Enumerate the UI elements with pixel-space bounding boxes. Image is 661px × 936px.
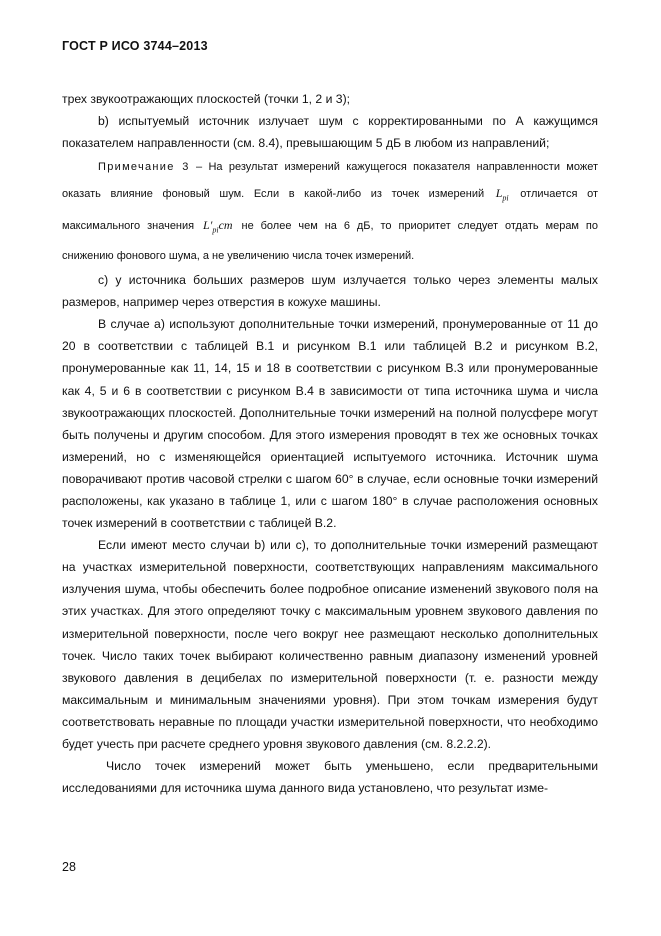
paragraph-item-b: b) испытуемый источник излучает шум с корректированными по А кажущимся показателем направленности (см. 8.4), превышающим 5 дБ в любом из направлений; (62, 114, 598, 151)
standard-header: ГОСТ Р ИСО 3744–2013 (62, 39, 208, 53)
paragraph-reduction: Число точек измерений может быть уменьшено, если предварительными исследованиями для источника шума данного вида установлено, что результат изме- (62, 759, 598, 796)
note-text-1: – На результат измерений кажущегося показателя направленности может оказать влияние фоновый шум. Если в какой-либо из точек измерений (62, 161, 598, 201)
paragraph-continuation: трех звукоотражающих плоскостей (точки 1, 2 и 3); (62, 92, 351, 106)
paragraph-item-c: c) у источника больших размеров шум излучается только через элементы малых размеров, например через отверстия в кожухе машины. (62, 273, 598, 310)
paragraph-case-a: В случае а) используют дополнительные точки измерений, пронумерованные от 11 до 20 в соответствии с таблицей В.1 и рисунком В.1 или таблицей В.2 и рисунком В.2, пронумерованные как 11, 14, 15 и 18 в соответствии с рисунком В.3 или пронумерованные как 4, 5 и 6 в соответствии с рисунком В.4 в зависимости от типа источника шума и числа звукоотражающих плоскостей. Дополнительные точки измерений на полной полусфере могут быть получены и другим способом. Для этого измерения проводят в тех же основных точках измерений, но с изменяющейся ориентацией испытуемого источника. Источник шума поворачивают против часовой стрелки с шагом 60° в случае, если основные точки измерений расположены, как указано в таблице 1, или с шагом 180° в случае расположения основных точек измерений в соответствии с таблицей В.2. (62, 317, 598, 531)
note-3 (62, 154, 598, 269)
paragraph-cases-b-c: Если имеют место случаи b) или с), то дополнительные точки измерений размещают на участках измерительной поверхности, соответствующих направлениям максимального излучения шума, чтобы обеспечить более подробное описание изменений звукового поля на этих участках. Для этого определяют точку с максимальным уровнем звукового давления по измерительной поверхности, после чего вокруг нее размещают несколько дополнительных точек. Число таких точек выбирают количественно равным диапазону изменений уровней звукового давления в децибелах по измерительной поверхности (т. е. разности между максимальным и минимальным значениями уровня). При этом точкам измерения будут соответствовать неравные по площади участки измерительной поверхности, что необходимо будет учесть при расчете среднего уровня звукового давления (см. 8.2.2.2). (62, 538, 598, 752)
symbol-lpi: $L_{pi}$ (495, 186, 509, 203)
note-text-3: не более чем на 6 дБ, то приоритет следует отдать мерам по снижению фонового шума, а не увеличению числа точек измерений. (62, 219, 598, 263)
note-text-2: отличается от максимального значения (62, 188, 598, 232)
symbol-lpi-max: $L'_{pi}ст$ (203, 217, 233, 235)
note-label: Примечание 3 (98, 161, 190, 174)
document-body (62, 88, 598, 799)
page-number: 28 (62, 860, 76, 874)
